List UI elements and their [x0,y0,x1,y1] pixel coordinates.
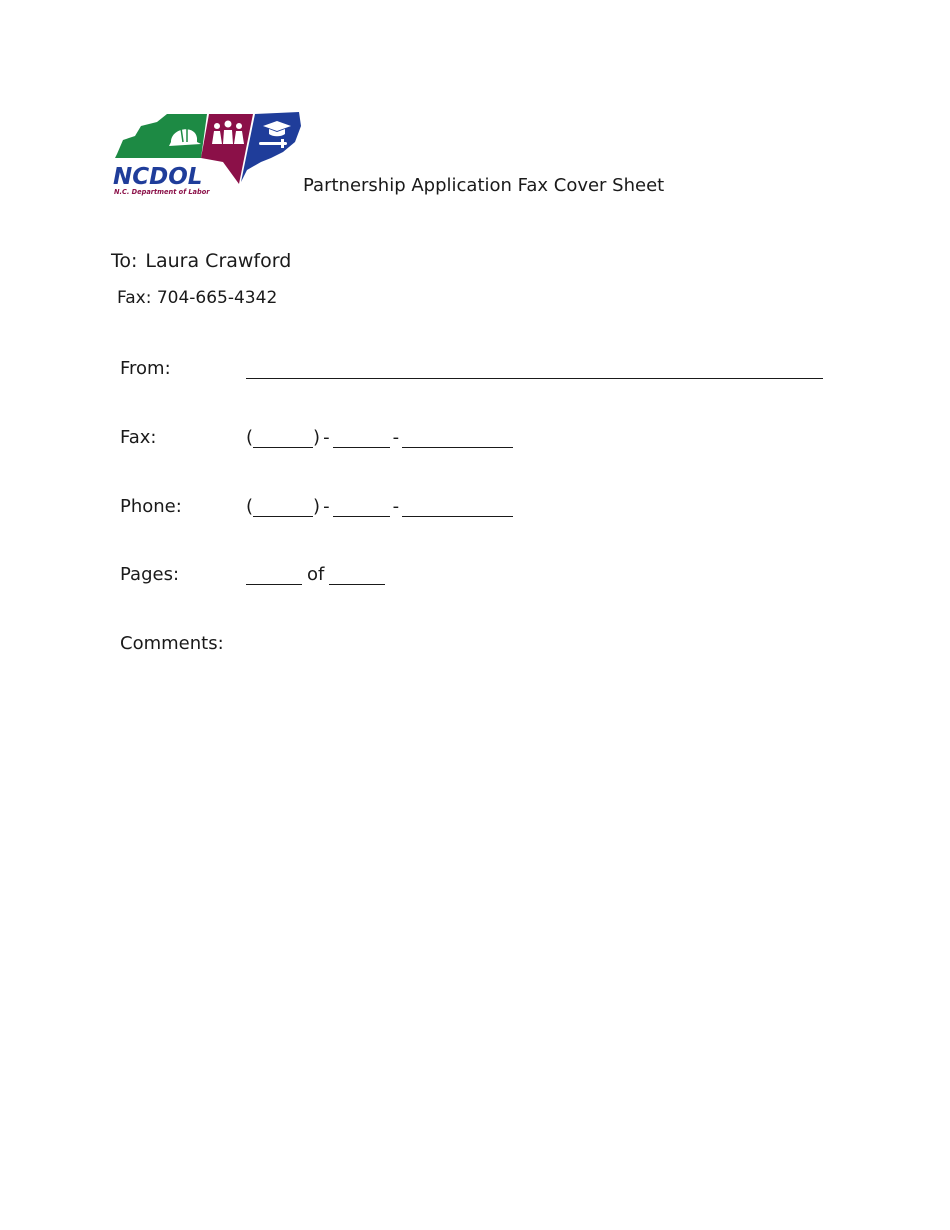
phone-area-code-blank[interactable] [253,500,313,517]
ncdol-logo [111,112,303,198]
from-field[interactable] [246,360,823,379]
pages-label: Pages: [120,564,180,585]
fax-area-code-blank[interactable] [253,431,313,448]
recipient-to-line [111,250,291,272]
fax-prefix-blank[interactable] [333,431,390,448]
dash: - [323,427,330,448]
page-total-blank[interactable] [329,568,385,585]
recipient-fax: Fax: 704-665-4342 [117,288,278,308]
comments-label: Comments: [120,633,224,654]
fax-number-field[interactable] [246,427,513,448]
page-title: Partnership Application Fax Cover Sheet [303,175,665,196]
page-number-blank[interactable] [246,568,302,585]
phone-line-number-blank[interactable] [402,500,513,517]
logo-wordmark: NCDOL [113,164,203,190]
paren-close: ) [313,427,321,448]
pages-field[interactable] [246,564,385,585]
people-icon [212,121,244,145]
phone-label: Phone: [120,496,182,517]
from-label: From: [120,358,171,379]
dash: - [323,496,330,517]
paren-close: ) [313,496,321,517]
paren-open: ( [246,427,254,448]
fax-label: Fax: [120,427,157,448]
from-blank-line[interactable] [246,360,823,379]
phone-prefix-blank[interactable] [333,500,390,517]
recipient-name: Laura Crawford [145,250,292,272]
fax-line-number-blank[interactable] [402,431,513,448]
of-text: of [307,564,325,585]
paren-open: ( [246,496,254,517]
phone-number-field[interactable] [246,496,513,517]
dash: - [392,427,400,448]
dash: - [392,496,400,517]
to-label: To: [111,250,138,272]
logo-tagline: N.C. Department of Labor [114,188,210,196]
